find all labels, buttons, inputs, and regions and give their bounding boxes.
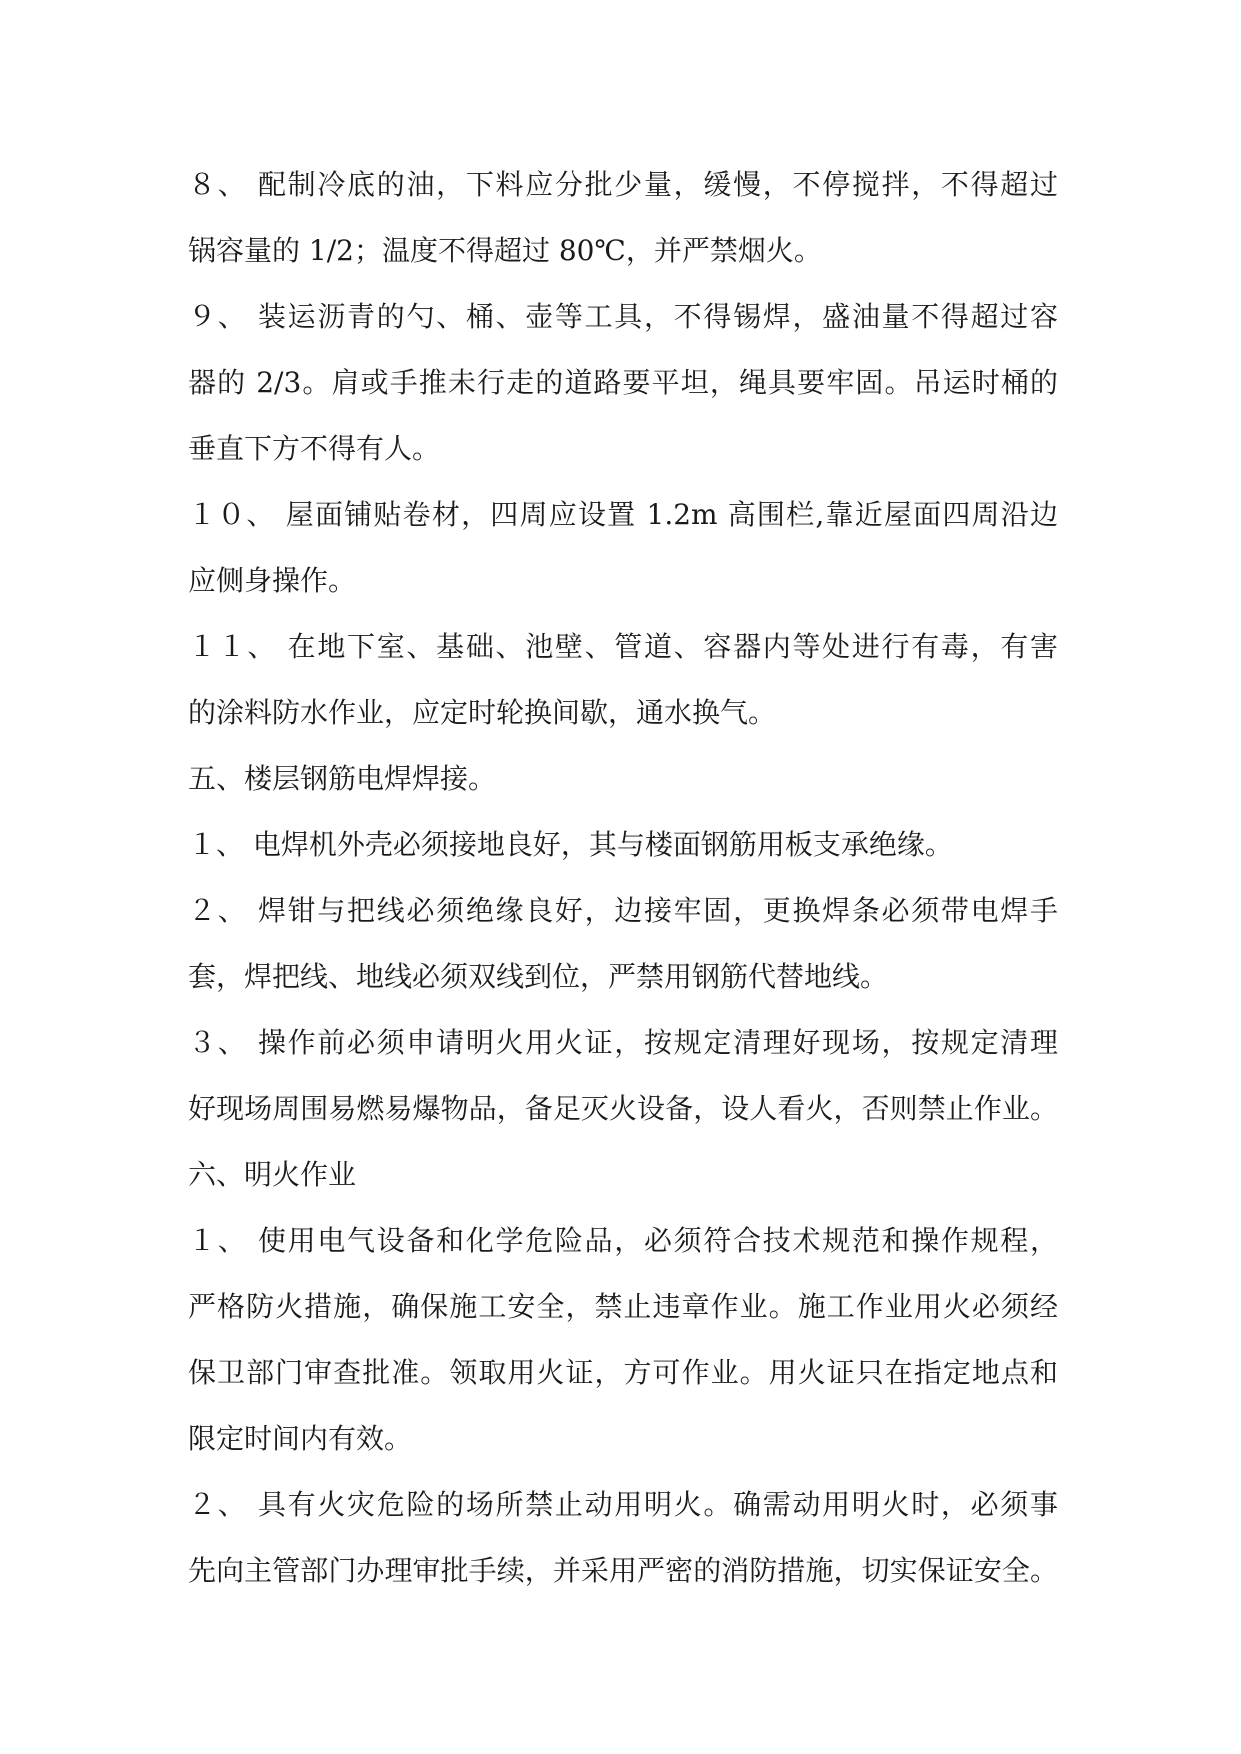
text-line-8: １１、 在地下室、基础、池壁、管道、容器内等处进行有毒，有害	[188, 630, 1058, 663]
text-line-14: ３、 操作前必须申请明火用火证，按规定清理好现场，按规定清理	[188, 1026, 1058, 1059]
text-line-20: 限定时间内有效。	[188, 1422, 413, 1455]
text-line-21: ２、 具有火灾危险的场所禁止动用明火。确需动用明火时，必须事	[188, 1488, 1058, 1521]
text-line-7: 应侧身操作。	[188, 564, 357, 597]
text-line-13: 套，焊把线、地线必须双线到位，严禁用钢筋代替地线。	[188, 960, 889, 993]
text-line-6: １０、 屋面铺贴卷材，四周应设置 1.2m 高围栏,靠近屋面四周沿边	[188, 498, 1058, 531]
section-heading-6: 六、明火作业	[188, 1158, 357, 1191]
text-line-4: 器的 2/3。肩或手推未行走的道路要平坦，绳具要牢固。吊运时桶的	[188, 366, 1058, 399]
text-line-12: ２、 焊钳与把线必须绝缘良好，边接牢固，更换焊条必须带电焊手	[188, 894, 1058, 927]
text-line-1: ８、 配制冷底的油，下料应分批少量，缓慢，不停搅拌，不得超过	[188, 168, 1058, 201]
text-line-15: 好现场周围易燃易爆物品，备足灭火设备，设人看火，否则禁止作业。	[188, 1092, 1058, 1125]
text-line-9: 的涂料防水作业，应定时轮换间歇，通水换气。	[188, 696, 777, 729]
section-heading-5: 五、楼层钢筋电焊焊接。	[188, 762, 497, 795]
text-line-2: 锅容量的 1/2；温度不得超过 80℃，并严禁烟火。	[188, 234, 822, 267]
text-line-5: 垂直下方不得有人。	[188, 432, 441, 465]
text-line-19: 保卫部门审查批准。领取用火证，方可作业。用火证只在指定地点和	[188, 1356, 1058, 1389]
text-line-3: ９、 装运沥青的勺、桶、壶等工具，不得锡焊，盛油量不得超过容	[188, 300, 1058, 333]
text-line-17: １、 使用电气设备和化学危险品，必须符合技术规范和操作规程，	[188, 1224, 1058, 1257]
text-line-22: 先向主管部门办理审批手续，并采用严密的消防措施，切实保证安全。	[188, 1554, 1058, 1587]
text-line-11: １、 电焊机外壳必须接地良好，其与楼面钢筋用板支承绝缘。	[188, 828, 953, 861]
text-line-18: 严格防火措施，确保施工安全，禁止违章作业。施工作业用火必须经	[188, 1290, 1058, 1323]
